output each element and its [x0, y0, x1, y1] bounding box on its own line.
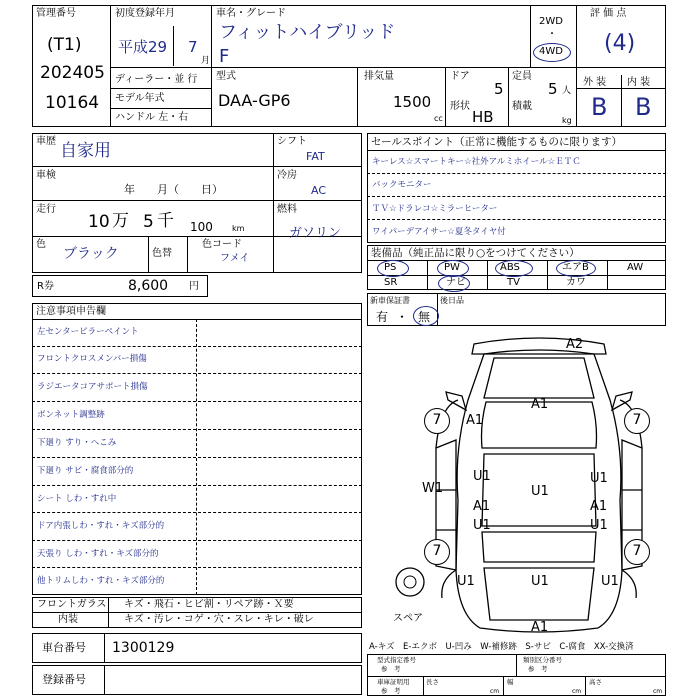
width-unit: cm: [572, 688, 582, 695]
length-unit: cm: [490, 688, 500, 695]
equipment-tv: TV: [507, 277, 520, 288]
damage-mark: A1: [473, 499, 491, 514]
registration-month: 7: [188, 38, 198, 56]
equipment-title: 装備品（純正品に限り○をつけてください）: [371, 247, 580, 259]
damage-mark: U1: [457, 574, 475, 589]
capacity-unit: 人: [562, 86, 572, 96]
width-label: 幅: [507, 678, 514, 686]
equipment-pw: PW: [444, 262, 460, 273]
damage-mark: A1: [531, 620, 549, 635]
inspection-label: 車検: [36, 170, 56, 181]
equipment-ps: PS: [384, 262, 397, 273]
color-code-value: フメイ: [220, 253, 250, 264]
score-value: (4): [604, 31, 636, 56]
doors-value: 5: [494, 80, 504, 98]
score-label: 評 価 点: [590, 8, 627, 19]
shape-value: HB: [472, 108, 494, 126]
history-label: 車歴: [36, 136, 56, 147]
selling-point-line: キーレス☆スマートキー☆社外アルミホイール☆ＥＴＣ: [372, 157, 581, 167]
wheel-rear-right: 7: [624, 539, 650, 565]
mileage-unit-sen: 千: [157, 211, 174, 231]
displacement-unit: cc: [434, 114, 443, 123]
mileage-label: 走行: [36, 204, 56, 215]
mileage-sen: 5: [143, 212, 154, 232]
car-name: フィットハイブリッド: [219, 22, 396, 43]
note-item: 下廻り サビ・腐食部分的: [37, 466, 134, 476]
color-label: 色: [36, 239, 46, 250]
damage-mark: U1: [531, 484, 549, 499]
model-code: DAA-GP6: [218, 91, 291, 110]
selling-point-line: ワイパーデアイサー☆夏冬タイヤ付: [372, 227, 506, 237]
exterior-grade: B: [591, 93, 608, 121]
dealer-label: ディーラー・並 行: [115, 74, 198, 85]
warranty-section: [367, 293, 666, 326]
mgmt-label: 管理番号: [36, 8, 76, 19]
category-label: 類別区分番号: [523, 656, 562, 664]
wheel-front-right: 7: [624, 408, 650, 434]
mgmt-number-2: 10164: [45, 93, 100, 113]
type-cert-label: 型式指定番号: [377, 656, 416, 664]
equipment-sr: SR: [384, 277, 398, 288]
warranty-yes: 有: [376, 310, 389, 324]
ac-label: 冷房: [277, 170, 297, 181]
warranty-label: 新車保証書: [370, 296, 410, 305]
handle-label: ハンドル 左・右: [115, 112, 189, 123]
fuel-label: 燃料: [277, 204, 297, 215]
note-item: 左センターピラーペイント: [37, 327, 139, 337]
damage-mark: U1: [590, 518, 608, 533]
selling-point-line: ＴＶ☆ドラレコ☆ミラーヒーター: [372, 204, 498, 214]
damage-mark: U1: [473, 469, 491, 484]
after-item-label: 後日品: [440, 296, 464, 305]
damage-mark: A1: [590, 499, 608, 514]
category-ref: 参 考: [528, 665, 548, 673]
selling-points-title: セールスポイント（正常に機能するものに限ります）: [371, 136, 623, 148]
damage-mark: A2: [566, 337, 584, 352]
note-item: フロントクロスメンバー損傷: [37, 354, 147, 364]
damage-mark: A1: [531, 397, 549, 412]
registration-era: 平成29: [118, 38, 168, 56]
interior-cond-label: 内装: [58, 614, 78, 625]
cert-label: 車庫証明用: [377, 678, 410, 686]
car-diagram: [362, 330, 666, 640]
note-item: 下廻り すり・へこみ: [37, 438, 117, 448]
note-item: ラジエータコアサポート損傷: [37, 382, 148, 392]
mileage-man: 10: [88, 212, 110, 232]
recycle-unit: 円: [189, 281, 199, 292]
damage-mark: U1: [531, 574, 549, 589]
color-change-label: 色替: [152, 248, 172, 259]
fuel-value: ガソリン: [289, 226, 342, 241]
drive-2wd: 2WD: [539, 16, 563, 27]
equipment-abs-circle: [495, 260, 533, 277]
equipment-ps-circle: [377, 260, 409, 277]
wheel-rear-left: 7: [424, 539, 450, 565]
warranty-dot: ・: [396, 310, 409, 324]
doors-label: ドア: [450, 71, 470, 82]
registration-label: 登録番号: [42, 673, 86, 686]
equipment-navi: ナビ: [446, 277, 466, 288]
recycle-label: R券: [37, 281, 54, 292]
equipment-airbag: エアB: [562, 262, 589, 273]
equipment-navi-circle: [438, 275, 470, 292]
chassis-number: 1300129: [112, 640, 175, 656]
capacity-value: 5: [548, 80, 558, 98]
length-label: 長さ: [426, 678, 439, 686]
equipment-aw: AW: [627, 262, 644, 273]
drive-4wd: 4WD: [539, 46, 563, 57]
mgmt-code: (T1): [47, 35, 82, 55]
mileage-unit: km: [232, 224, 245, 233]
ac-value: AC: [311, 184, 327, 197]
mileage-rest: 100: [190, 220, 213, 234]
wheel-front-left: 7: [424, 408, 450, 434]
note-item: ドア内張しわ・すれ・キズ部分的: [37, 521, 165, 531]
model-label: 型式: [216, 71, 236, 82]
exterior-label: 外 装: [583, 77, 607, 88]
recycle-value: 8,600: [128, 278, 169, 294]
damage-mark: U1: [590, 471, 608, 486]
front-glass-label: フロントガラス: [37, 599, 107, 610]
height-label: 高さ: [589, 678, 602, 686]
front-glass-text: キズ・飛石・ヒビ割・リペア跡・Ｘ要: [124, 599, 294, 610]
note-item: ボンネット調整跡: [37, 410, 105, 420]
history-value: 自家用: [60, 141, 111, 161]
damage-legend: A-キズ E-エクボ U-凹み W-補修跡 S-サビ C-腐食 XX-交換済: [369, 642, 634, 652]
inspection-value: 年 月（ 日）: [124, 183, 223, 196]
spare-label: スペア: [393, 613, 423, 624]
warranty-no-circle: [413, 306, 439, 326]
note-item: シート しわ・すれ中: [37, 494, 117, 504]
note-item: 天張り しわ・すれ・キズ部分的: [37, 549, 159, 559]
capacity-label: 定員: [512, 71, 532, 82]
mileage-unit-man: 万: [112, 211, 129, 231]
interior-grade: B: [635, 93, 652, 121]
chassis-label: 車台番号: [42, 641, 86, 654]
note-item: 他トリムしわ・すれ・キズ部分的: [37, 576, 165, 586]
equipment-airbag-circle: [556, 260, 596, 277]
shift-value: FAT: [306, 150, 325, 163]
recycle-section: [32, 275, 208, 297]
mgmt-number-1: 202405: [40, 63, 105, 83]
interior-cond-text: キズ・汚レ・コゲ・穴・スレ・キレ・破レ: [124, 614, 314, 625]
drive-4wd-circle: [533, 43, 571, 62]
displacement-value: 1500: [393, 93, 432, 111]
shift-label: シフト: [277, 136, 307, 147]
equipment-abs: ABS: [500, 262, 520, 273]
height-unit: cm: [653, 688, 663, 695]
notes-title: 注意事項申告欄: [36, 306, 106, 317]
interior-label: 内 装: [627, 77, 651, 88]
car-grade: F: [219, 46, 230, 67]
type-cert-ref: 参 考: [381, 665, 401, 673]
car-name-label: 車名・グレード: [216, 8, 286, 19]
damage-mark: U1: [601, 574, 619, 589]
load-unit: kg: [562, 116, 572, 125]
color-code-label: 色コード: [202, 239, 242, 250]
model-year-label: モデル年式: [115, 93, 165, 104]
month-unit: 月: [201, 56, 211, 66]
first-registration-label: 初度登録年月: [115, 8, 175, 19]
shape-label: 形状: [450, 101, 470, 112]
warranty-no: 無: [418, 310, 431, 324]
displacement-label: 排気量: [364, 71, 394, 82]
cert-ref: 参 考: [381, 687, 401, 695]
color-value: ブラック: [63, 246, 119, 262]
selling-point-line: バックモニター: [372, 180, 432, 190]
equipment-leather: カワ: [566, 277, 586, 288]
damage-mark: U1: [473, 518, 491, 533]
damage-mark: A1: [466, 413, 484, 428]
drive-separator: ・: [547, 29, 557, 40]
load-label: 積載: [512, 101, 532, 112]
damage-mark: W1: [422, 481, 444, 496]
